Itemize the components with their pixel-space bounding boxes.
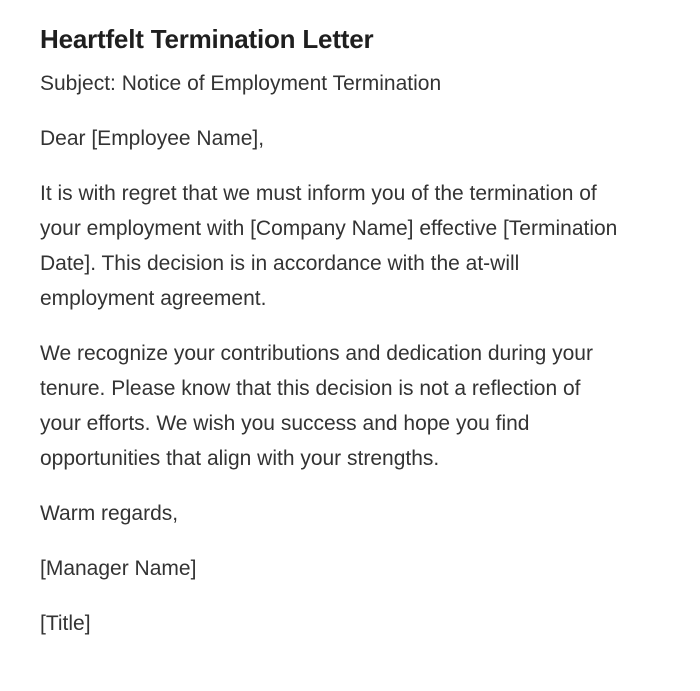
closing-phrase: Warm regards, [40,502,179,525]
subject-line: Subject: Notice of Employment Termination [40,72,442,95]
signature-name: [Manager Name] [40,557,197,580]
body-paragraph-1: It is with regret that we must inform you of the termination of your employment with [Company Name] effective [Termination Date]. This decision is in accordance with the at-will employment agreement. [40,182,618,310]
body-paragraph-2: We recognize your contributions and dedication during your tenure. Please know that this decision is not a reflection of your efforts. We wish you success and hope you find opportunities that align with your strengths. [40,342,593,470]
salutation: Dear [Employee Name], [40,127,265,150]
signature-title: [Title] [40,612,91,635]
page-title: Heartfelt Termination Letter [40,24,374,54]
